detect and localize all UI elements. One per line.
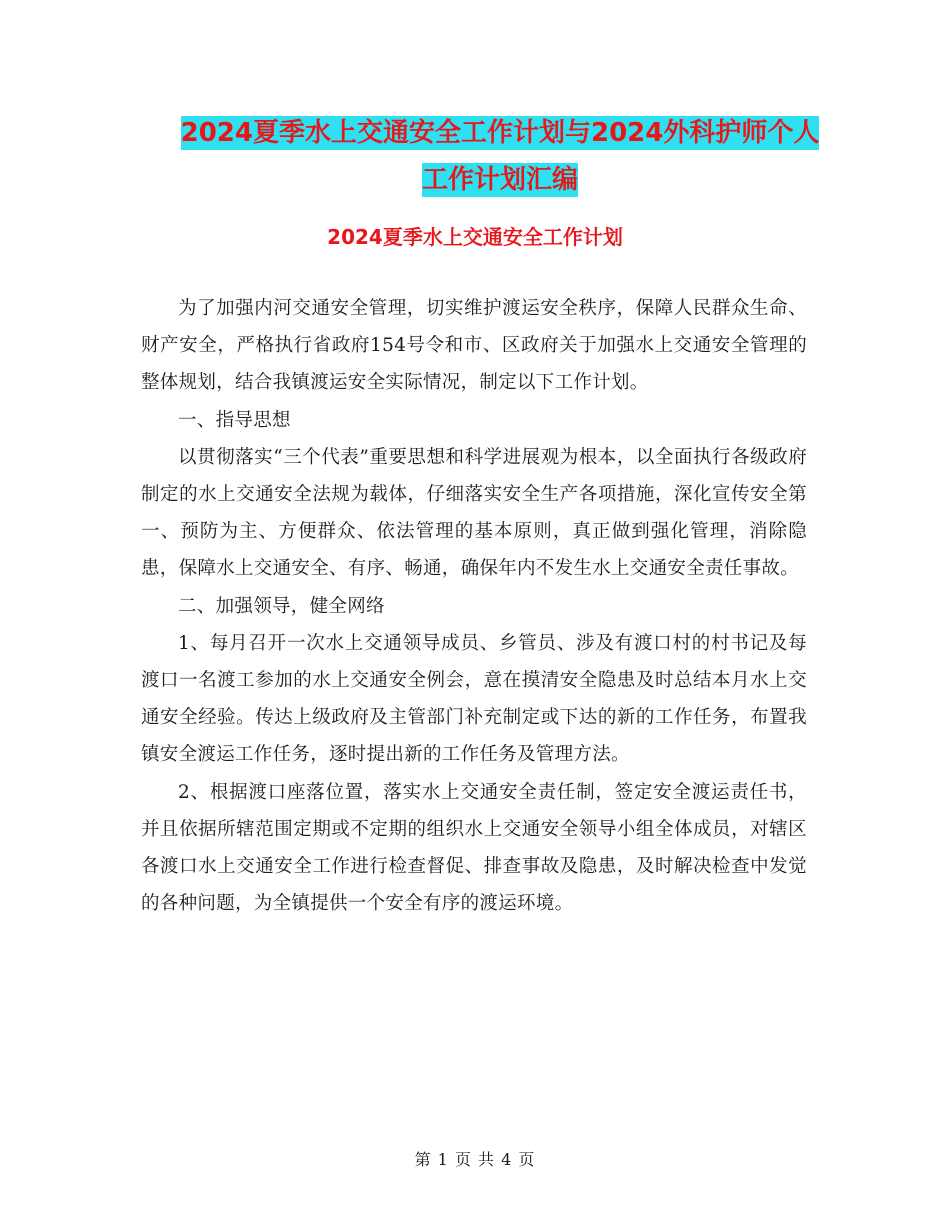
document-title-line2: 工作计划汇编: [421, 165, 578, 195]
paragraph-item-1: 1、每月召开一次水上交通领导成员、乡管员、涉及有渡口村的村书记及每渡口一名渡工参加的水上交通安全例会，意在摸清安全隐患及时总结本月水上交通安全经验。传达上级政府及主管部门补充制定或下达的新的工作任务，布置我镇安全渡运工作任务，逐时提出新的工作任务及管理方法。: [141, 632, 807, 766]
paragraph-guiding-thought: 以贯彻落实“三个代表”重要思想和科学进展观为根本，以全面执行各级政府制定的水上交通安全法规为载体，仔细落实安全生产各项措施，深化宣传安全第一、预防为主、方便群众、依法管理的基本原则，真正做到强化管理，消除隐患，保障水上交通安全、有序、畅通，确保年内不发生水上交通安全责任事故。: [141, 446, 807, 580]
document-title: [140, 110, 860, 204]
document-body: [141, 290, 807, 922]
page-number-footer: 第 1 页 共 4 页: [414, 1150, 536, 1169]
paragraph-intro: 为了加强内河交通安全管理，切实维护渡运安全秩序，保障人民群众生命、财产安全，严格执行省政府154号令和市、区政府关于加强水上交通安全管理的整体规划，结合我镇渡运安全实际情况，制定以下工作计划。: [141, 298, 807, 394]
heading-leadership: 二、加强领导，健全网络: [178, 595, 385, 617]
heading-guiding-thought: 一、指导思想: [178, 409, 291, 431]
section-title: 2024夏季水上交通安全工作计划: [327, 225, 623, 249]
document-title-line1: 2024夏季水上交通安全工作计划与2024外科护师个人: [180, 118, 820, 148]
paragraph-item-2: 2、根据渡口座落位置，落实水上交通安全责任制，签定安全渡运责任书，并且依据所辖范围定期或不定期的组织水上交通安全领导小组全体成员，对辖区各渡口水上交通安全工作进行检查督促、排查事故及隐患，及时解决检查中发觉的各种问题，为全镇提供一个安全有序的渡运环境。: [141, 781, 807, 915]
